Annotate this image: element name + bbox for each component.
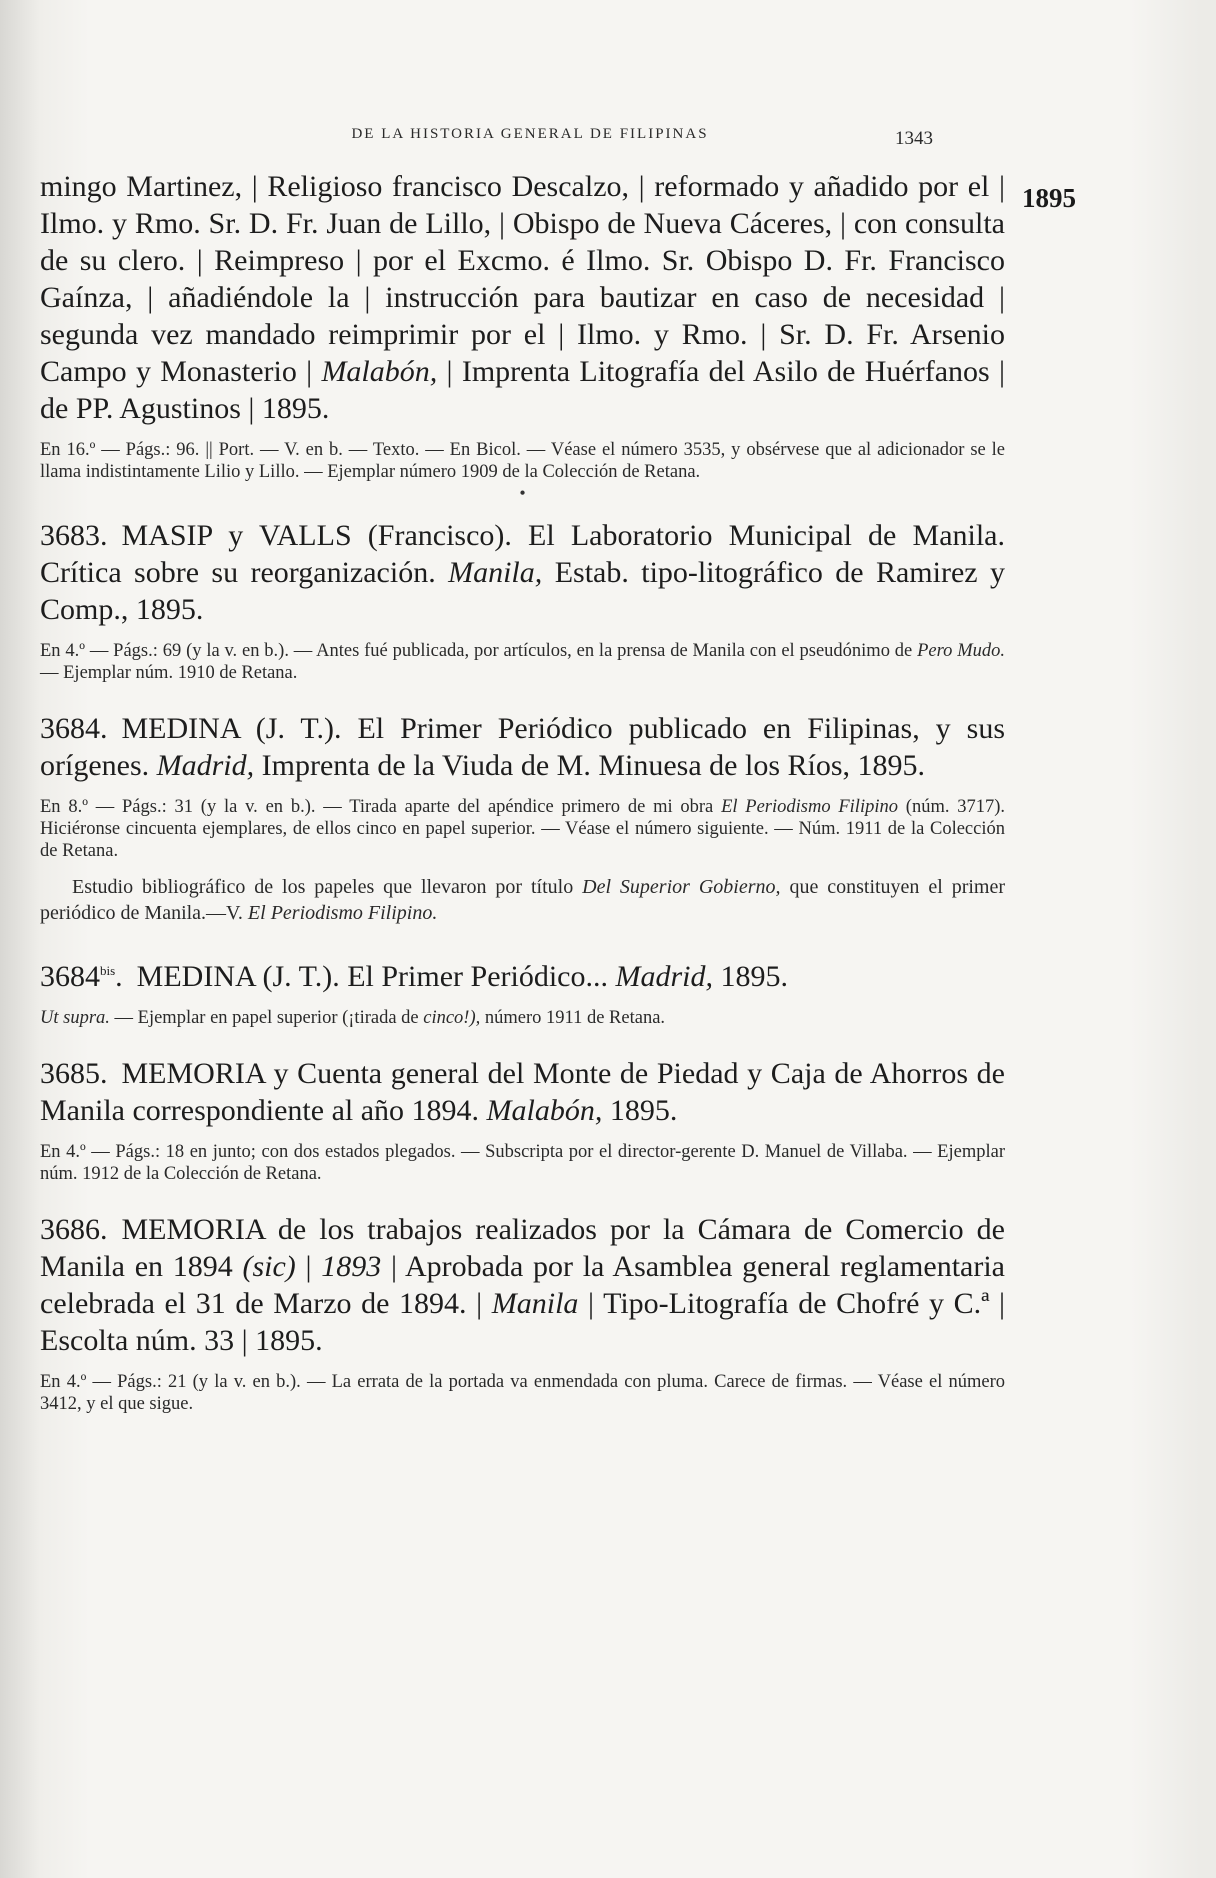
entry-note: En 16.º — Págs.: 96. || Port. — V. en b. — Texto. — En Bicol. — Véase el número 3535, y obsérvese que al adicionador se le llama indistintamente Lilio y Lillo. — Ejemplar número 1909 de la Colección de Retana. <box>40 440 1005 482</box>
entry-number: 3684. <box>40 712 108 745</box>
entry-study-note: Estudio bibliográfico de los papeles que llevaron por título Del Superior Gobierno, que constituyen el primer periódico de Manila.—V. El Periodismo Filipino. <box>40 876 1006 924</box>
entry-note: En 4.º — Págs.: 18 en junto; con dos estados plegados. — Subscripta por el director-gerente D. Manuel de Villaba. — Ejemplar núm. 1912 de la Colección de Retana. <box>40 1142 1005 1184</box>
continued-entry <box>40 168 1005 483</box>
running-head: DE LA HISTORIA GENERAL DE FILIPINAS <box>351 126 709 142</box>
entry-tail: 1895. <box>720 960 788 993</box>
entry-3683 <box>40 517 1005 684</box>
entry-3685 <box>40 1055 1005 1185</box>
entry-3684-bis <box>40 952 1005 1029</box>
entry-lead: MEMORIA y Cuenta general del Monte de Piedad y Caja de Ahorros de Manila correspondiente al año 1894. <box>40 1057 1005 1127</box>
entry-note: En 4.º — Págs.: 21 (y la v. en b.). — La errata de la portada va enmendada con pluma. Carece de firmas. — Véase el número 3412, y el que sigue. <box>40 1372 1005 1414</box>
entry-number: 3683. <box>40 519 108 552</box>
imprint-place: Malabón, <box>321 355 438 388</box>
entry-tail: | Tipo-Litografía de Chofré y C.ª | Escolta núm. 33 | 1895. <box>40 1287 1005 1357</box>
imprint-place: Madrid, <box>615 960 713 993</box>
entry-text-tail: | Imprenta Litografía del Asilo de Huérfanos | de PP. Agustinos | 1895. <box>40 355 1006 425</box>
entry-3686: 3686. MEMORIA de los trabajos realizados por la Cámara de Comercio de Manila en 1894 (sic) | 1893 | Aprobada por la Asamblea general reglamentaria celebrada el 31 de Marzo de 1894. | Manila | Tipo-Litografía de Chofré y C.ª | Escolta núm. 33 | 1895. En 4.º — Págs.: 21 (y la v. en b.). — La errata de la portada va enmendada con pluma. Carece de firmas. — Véase el número 3412, y el que sigue. <box>40 1213 1005 1414</box>
entry-number: 3685. <box>40 1057 108 1090</box>
page-number: 1343 <box>895 128 933 149</box>
entry-lead: MEDINA (J. T.). El Primer Periódico... <box>136 960 608 993</box>
entry-text: mingo Martinez, | Religioso francisco Descalzo, | reformado y añadido por el | Ilmo. y Rmo. Sr. D. Fr. Juan de Lillo, | Obispo de Nueva Cáceres, | con consulta de su clero. | Reimpreso | por el Excmo. é Ilmo. Sr. Obispo D. Fr. Francisco Gaínza, | añadiéndole la | instrucción para bautizar en caso de necesidad | segunda vez mandado reimprimir por el | Ilmo. y Rmo. | Sr. D. Fr. Arsenio Campo y Monasterio | <box>40 170 1005 388</box>
entry-tail: 1895. <box>609 1094 678 1127</box>
imprint-place: Malabón, <box>486 1094 603 1127</box>
imprint-place: Manila <box>491 1287 579 1320</box>
entry-note: Ut supra. — Ejemplar en papel superior (¡tirada de cinco!), número 1911 de Retana. <box>40 1008 666 1028</box>
entry-lead: MEDINA (J. T.). El Primer Periódico publicado en Filipinas, y sus orígenes. <box>40 712 1005 782</box>
separator-bullet: • <box>519 483 526 503</box>
entry-lead: MASIP y VALLS (Francisco). El Laboratorio Municipal de Manila. Crítica sobre su reorganización. <box>40 519 1005 589</box>
entry-tail: Estab. tipo-litográfico de Ramirez y Comp., 1895. <box>40 556 1005 626</box>
entry-3684 <box>40 710 1005 926</box>
entry-number: $3684^{bis}$. <box>40 960 123 993</box>
imprint-place: Madrid, <box>156 749 255 782</box>
entry-tail: Imprenta de la Viuda de M. Minuesa de los Ríos, 1895. <box>261 749 926 782</box>
page-content <box>40 168 1005 1415</box>
entry-note: En 4.º — Págs.: 69 (y la v. en b.). — Antes fué publicada, por artículos, en la prensa de Manila con el pseudónimo de Pero Mudo. — Ejemplar núm. 1910 de Retana. <box>40 641 1005 683</box>
margin-year: 1895 <box>1022 183 1076 213</box>
entry-number: 3686. <box>40 1213 108 1246</box>
imprint-place: Manila, <box>448 556 543 589</box>
entry-note: En 8.º — Págs.: 31 (y la v. en b.). — Tirada aparte del apéndice primero de mi obra El Periodismo Filipino (núm. 3717). Hiciéronse cincuenta ejemplares, de ellos cinco en papel superior. — Véase el número siguiente. — Núm. 1911 de la Colección de Retana. <box>40 797 1006 861</box>
entry-lead: MEMORIA de los trabajos realizados por la Cámara de Comercio de Manila en 1894 <box>40 1213 1005 1283</box>
